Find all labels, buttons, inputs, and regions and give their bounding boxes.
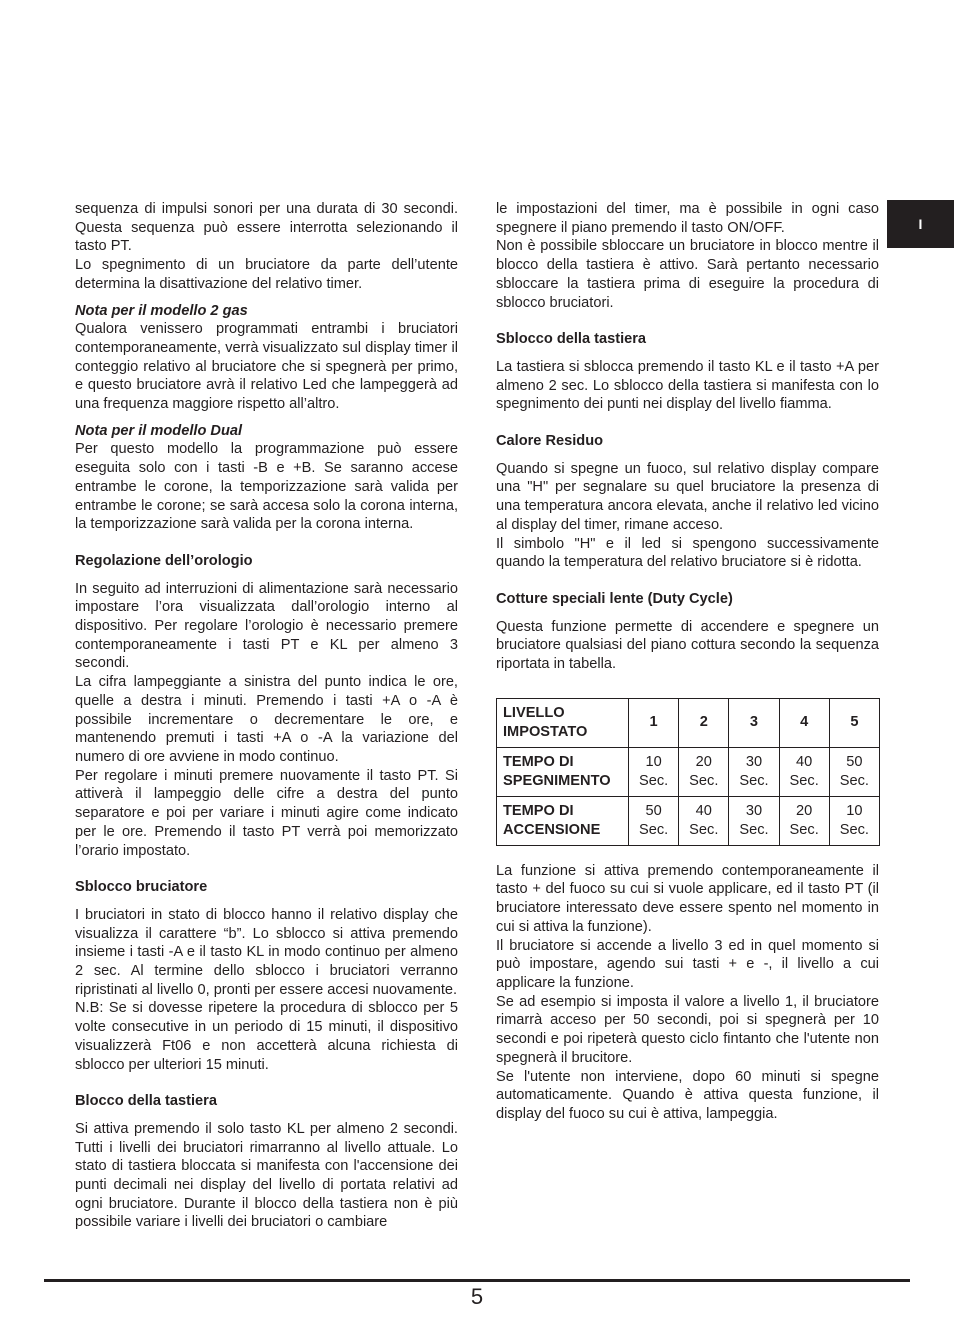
table-row <box>497 747 880 796</box>
table-level-cell: 1 <box>629 698 679 747</box>
table-level-cell: 3 <box>729 698 779 747</box>
table-cell: 40 Sec. <box>679 796 729 845</box>
table-cell: 20 Sec. <box>779 796 829 845</box>
table-row <box>497 698 880 747</box>
paragraph: Per questo modello la programmazione può essere eseguita solo con i tasti -B e +B. Se saranno accese entrambe le corone, la temporizzazione sarà valida per entrambe le corone; se sarà accesa solo la corona interna, la temporizzazione sarà valida per la corona interna. <box>75 441 458 533</box>
table-level-cell: 2 <box>679 698 729 747</box>
section-heading-burner-unlock: Sblocco bruciatore <box>75 879 208 896</box>
paragraph: La cifra lampeggiante a sinistra del punto indica le ore, quelle a destra i minuti. Premendo i tasti +A o -A è possibile incrementare o decrementare le ore, e mantenendo premuti i tasti +A o -A la variazione del numero di ore avviene in modo continuo. <box>75 674 458 765</box>
left-column <box>75 200 458 1232</box>
section-heading-keyboard-lock: Blocco della tastiera <box>75 1093 217 1110</box>
table-row-header: LIVELLO IMPOSTATO <box>497 698 629 747</box>
note-heading-2gas: Nota per il modello 2 gas <box>75 302 248 319</box>
paragraph: N.B: Se si dovesse ripetere la procedura di sblocco per 5 volte consecutive in un periodo di 15 minuti, il dispositivo visualizzerà Ft06 e non accetterà alcuna richiesta di sblocco per ulteriori 15 minuti. <box>75 1000 458 1073</box>
paragraph: Quando si spegne un fuoco, sul relativo display compare una "H" per segnalare su quel bruciatore la presenza di una temperatura ancora elevata, anche il relativo led vicino al display del timer, rimane acceso. <box>496 460 879 533</box>
section-heading-keyboard-unlock: Sblocco della tastiera <box>496 331 647 348</box>
footer-rule <box>44 1279 910 1282</box>
duty-cycle-table <box>496 698 880 846</box>
table-cell: 50 Sec. <box>829 747 879 796</box>
paragraph: Il bruciatore si accende a livello 3 ed in quel momento si può impostare, agendo sui tasti + e -, il livello a cui applicare la funzione. <box>496 937 879 991</box>
paragraph: Questa funzione permette di accendere e spegnere un bruciatore qualsiasi del piano cottura secondo la sequenza riportata in tabella. <box>496 618 879 673</box>
paragraph: Se l'utente non interviene, dopo 60 minuti si spegne automaticamente. Quando è attiva questa funzione, il display del fuoco su cui è attiva, lampeggia. <box>496 1068 879 1122</box>
table-row-header: TEMPO DI ACCENSIONE <box>497 796 629 845</box>
paragraph: sequenza di impulsi sonori per una durata di 30 secondi. Questa sequenza può essere interrotta selezionando il tasto PT. <box>75 201 458 255</box>
page-number: 5 <box>470 1284 484 1309</box>
table-cell: 40 Sec. <box>779 747 829 796</box>
language-tab: I <box>887 200 954 248</box>
paragraph: Qualora venissero programmati entrambi i bruciatori contemporaneamente, verrà visualizzato sul display timer il conteggio relativo al bruciatore che si spegnerà per primo, e questo bruciatore avrà il relativo Led che lampeggerà ad una frequenza maggiore rispetto all’altro. <box>75 321 458 413</box>
section-heading-clock: Regolazione dell’orologio <box>75 552 253 569</box>
paragraph: In seguito ad interruzioni di alimentazione sarà necessario impostare l’ora visualizzata dall’orologio interno al dispositivo. Per regolare l’orologio è necessario premere contemporaneamente i tasti PT e KL per almeno 3 secondi. <box>75 580 458 672</box>
paragraph: Lo spegnimento di un bruciatore da parte dell’utente determina la disattivazione del relativo timer. <box>75 257 458 292</box>
paragraph: Non è possibile sbloccare un bruciatore in blocco mentre il blocco della tastiera è attivo. Sarà pertanto necessario sbloccare la tastiera prima di eseguire la procedura di sblocco bruciatori. <box>496 238 879 311</box>
paragraph: La tastiera si sblocca premendo il tasto KL e il tasto +A per almeno 2 sec. Lo sblocco della tastiera si manifesta con lo spegnimento dei punti nei display del livello fiamma. <box>496 358 879 413</box>
table-cell: 30 Sec. <box>729 747 779 796</box>
section-heading-duty-cycle: Cotture speciali lente (Duty Cycle) <box>496 590 733 607</box>
table-cell: 10 Sec. <box>829 796 879 845</box>
right-column <box>496 200 879 1124</box>
table-level-cell: 4 <box>779 698 829 747</box>
note-heading-dual: Nota per il modello Dual <box>75 422 243 439</box>
paragraph: I bruciatori in stato di blocco hanno il relativo display che visualizza il carattere “b”. Lo sblocco si attiva premendo insieme i tasti -A e il tasto KL in modo continuo per almeno 2 sec. Al termine dello sblocco i bruciatori verranno ripristinati al livello 0, pronti per essere accesi nuovamente. <box>75 906 458 998</box>
section-heading-residual-heat: Calore Residuo <box>496 433 604 450</box>
paragraph: le impostazioni del timer, ma è possibile in ogni caso spegnere il piano premendo il tasto ON/OFF. <box>496 201 879 236</box>
table-cell: 20 Sec. <box>679 747 729 796</box>
paragraph: La funzione si attiva premendo contemporaneamente il tasto + del fuoco su cui si vuole applicare, ed il tasto PT (il bruciatore interessato deve essere spento nel momento in cui si attiva la funzione). <box>496 862 879 935</box>
table-row <box>497 796 880 845</box>
table-cell: 10 Sec. <box>629 747 679 796</box>
paragraph: Il simbolo "H" e il led si spengono successivamente quando la temperatura del relativo bruciatore si è ridotta. <box>496 535 879 571</box>
paragraph: Si attiva premendo il solo tasto KL per almeno 2 secondi. Tutti i livelli dei bruciatori rimarranno al livello attuale. Lo stato di tastiera bloccata si manifesta con l'accensione dei punti decimali nei display del livello di portata relativi ad ogni bruciatore. Durante il blocco della tastiera non è più possibile variare i livelli dei bruciatori o cambiare <box>75 1120 458 1231</box>
table-row-header: TEMPO DI SPEGNIMENTO <box>497 747 629 796</box>
table-cell: 50 Sec. <box>629 796 679 845</box>
table-level-cell: 5 <box>829 698 879 747</box>
table-cell: 30 Sec. <box>729 796 779 845</box>
paragraph: Per regolare i minuti premere nuovamente il tasto PT. Si attiverà il lampeggio delle cifre a destra del punto separatore e poi per variare i minuti agire come indicato per le ore. Premendo il tasto PT verrà poi memorizzato l’orario impostato. <box>75 767 458 859</box>
paragraph: Se ad esempio si imposta il valore a livello 1, il bruciatore rimarrà acceso per 50 secondi, poi si spegnerà per 10 secondi e poi ripeterà questo ciclo fintanto che l'utente non spegnerà il brucitore. <box>496 993 879 1066</box>
